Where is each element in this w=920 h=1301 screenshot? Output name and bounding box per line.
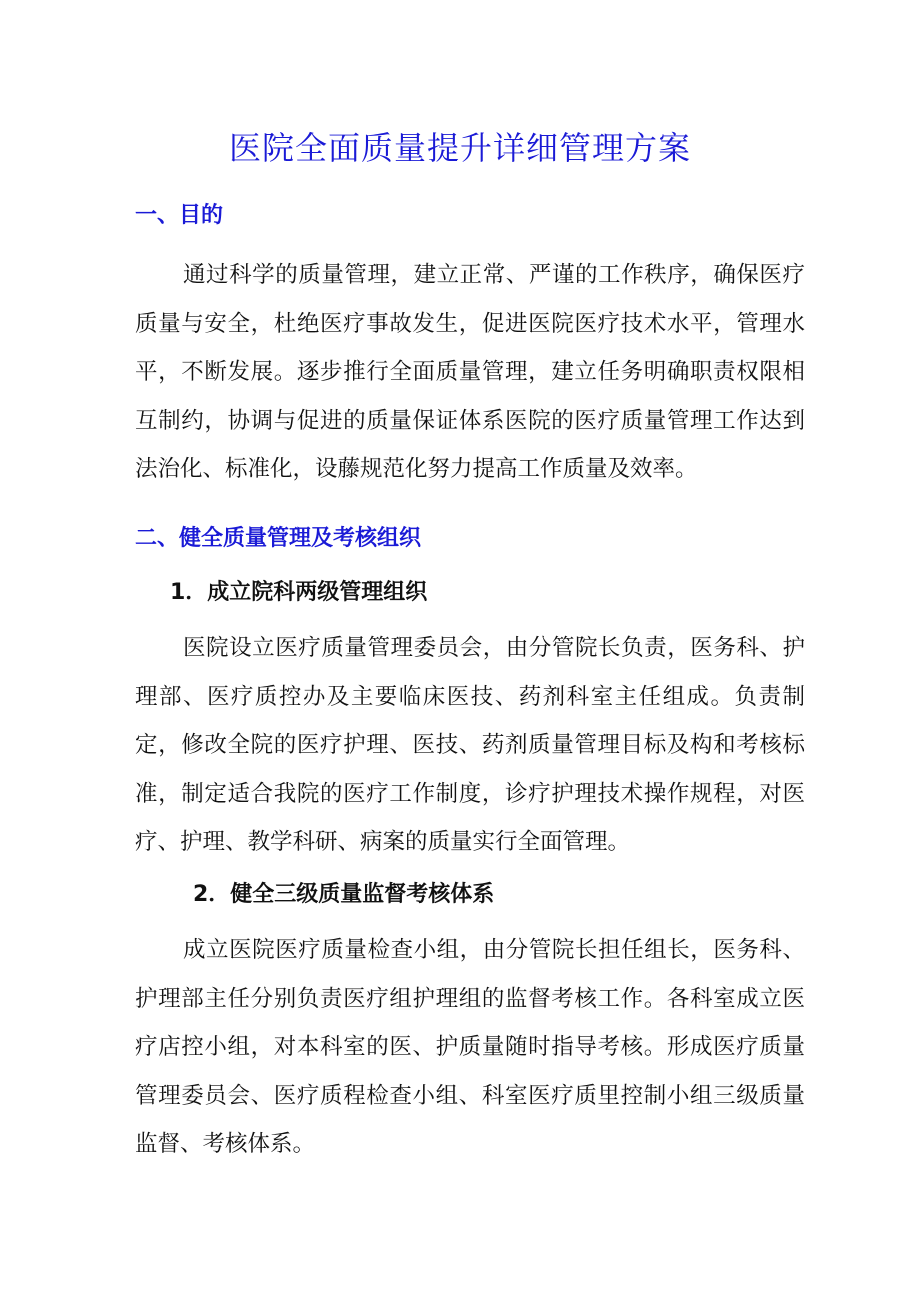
section-purpose-paragraph: 通过科学的质量管理，建立正常、严谨的工作秩序，确保医疗质量与安全，杜绝医疗事故发生，促进医院医疗技术水平，管理水平，不断发展。逐步推行全面质量管理，建立任务明确职责权限相互制约，协调与促进的质量保证体系医院的医疗质量管理工作达到法治化、标准化，设藤规范化努力提高工作质量及效率。 <box>135 262 805 482</box>
subsection-two-level-paragraph: 医院设立医疗质量管理委员会，由分管院长负责，医务科、护理部、医疗质控办及主要临床医技、药剂科室主任组成。负责制定，修改全院的医疗护理、医技、药剂质量管理目标及构和考核标准，制定适合我院的医疗工作制度，诊疗护理技术操作规程，对医疗、护理、教学科研、病案的质量实行全面管理。 <box>135 635 805 855</box>
section-heading-purpose: 一、目的 <box>135 203 224 228</box>
subsection-heading-two-level-management: 1．成立院科两级管理组织 <box>170 580 428 605</box>
subsection-three-level-paragraph: 成立医院医疗质量检查小组，由分管院长担任组长，医务科、护理部主任分别负责医疗组护理组的监督考核工作。各科室成立医疗店控小组，对本科室的医、护质量随时指导考核。形成医疗质量管理委员会、医疗质程检查小组、科室医疗质里控制小组三级质量监督、考核体系。 <box>135 937 805 1157</box>
section-heading-organization: 二、健全质量管理及考核组织 <box>135 526 422 551</box>
document-title: 医院全面质量提升详细管理方案 <box>228 129 691 167</box>
subsection-heading-three-level-supervision: 2．健全三级质量监督考核体系 <box>193 882 495 907</box>
